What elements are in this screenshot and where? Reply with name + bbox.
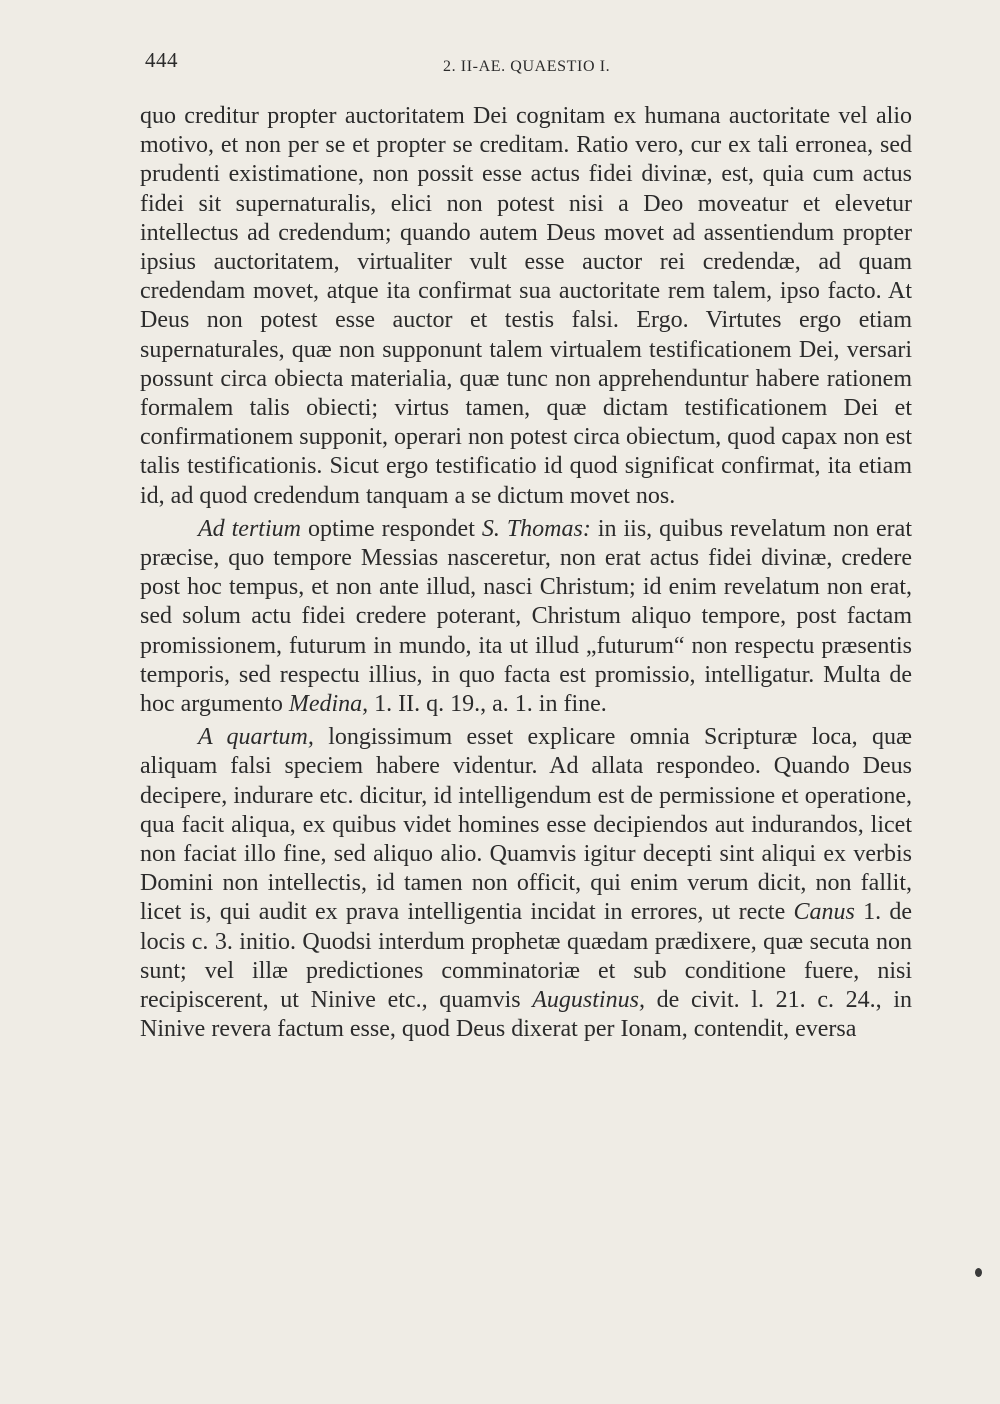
paragraph: [140, 515, 912, 719]
italic-text: Canus: [793, 899, 855, 926]
running-head: 2. II-AE. QUAESTIO I.: [443, 58, 611, 75]
italic-text: Medina,: [288, 691, 369, 718]
italic-text: A quartum,: [198, 724, 314, 751]
page-number: 444: [145, 48, 178, 72]
paragraph: [140, 102, 912, 511]
text-run: longissimum esset explicare omnia Scripturæ loca, quæ aliquam falsi speciem habere videntur. Ad allata respondeo. Quando Deus decipere, indurare etc. dicitur, id intelligendum est de permissione et operatione, qua facit aliqua, ex quibus videt homines esse decipiendos aut indurandos, licet non faciat illo fine, sed aliquo alio. Quamvis igitur decepti sint aliqui ex verbis Domini non intellectis, id tamen non officit, qui enim verum dicit, non fallit, licet is, qui audit ex prava intelligentia incidat in errores, ut recte: [140, 724, 912, 926]
text-run: 1. de locis c. 3. initio. Quodsi interdum prophetæ quædam prædixere, quæ secuta non sunt; vel illæ predictiones comminatoriæ et sub conditione fuere, nisi recipiscerent, ut Ninive etc., quamvis: [140, 899, 913, 1014]
text-run: 1. II. q. 19., a. 1. in fine.: [368, 691, 607, 718]
text-run: de civit. l. 21. c. 24., in Ninive revera factum esse, quod Deus dixerat per Ionam, contendit, eversa: [140, 987, 912, 1043]
body-text: [140, 102, 912, 1045]
text-run: quo creditur propter auctoritatem Dei cognitam ex humana auctoritate vel alio motivo, et non per se et propter se creditam. Ratio vero, cur ex tali erronea, sed prudenti existimatione, non possit esse actus fidei divinæ, est, quia cum actus fidei sit supernaturalis, elici non potest nisi a Deo moveatur et elevetur intellectus ad credendum; quando autem Deus movet ad assentiendum propter ipsius auctoritatem, virtualiter vult esse auctor rei credendæ, ad quam credendam movet, atque ita confirmat sua auctoritate rem talem, ipso facto. At Deus non potest esse auctor et testis falsi. Ergo. Virtutes ergo etiam supernaturales, quæ non supponunt talem virtualem testificationem Dei, versari possunt circa obiecta materialia, quæ tunc non apprehenduntur habere rationem formalem talis obiecti; virtus tamen, quæ dictam testificationem Dei et confirmationem supponit, operari non potest circa obiectum, quod capax non est talis testificationis. Sicut ergo testificatio id quod significat confirmat, ita etiam id, ad quod credendum tanquam a se dictum movet nos.: [140, 103, 912, 509]
italic-text: Augustinus,: [532, 987, 645, 1014]
ink-speck: [975, 1268, 982, 1277]
italic-text: Ad tertium: [198, 515, 301, 542]
text-run: optime respondet: [300, 515, 482, 542]
italic-text: S. Thomas:: [481, 515, 591, 542]
page-header: [0, 44, 1000, 84]
paragraph: [140, 723, 912, 1044]
text-run: in iis, quibus revelatum non erat præcise, quo tempore Messias nasceretur, non erat actus fidei divinæ, credere post hoc tempus, et non ante illud, nasci Christum; id enim revelatum non erat, sed solum actu fidei credere poterant, Christum aliquo tempore, post factam promissionem, futurum in mundo, ita ut illud „futurum“ non respectu præsentis temporis, sed respectu illius, in quo facta est promissio, intelligatur. Multa de hoc argumento: [140, 515, 912, 718]
